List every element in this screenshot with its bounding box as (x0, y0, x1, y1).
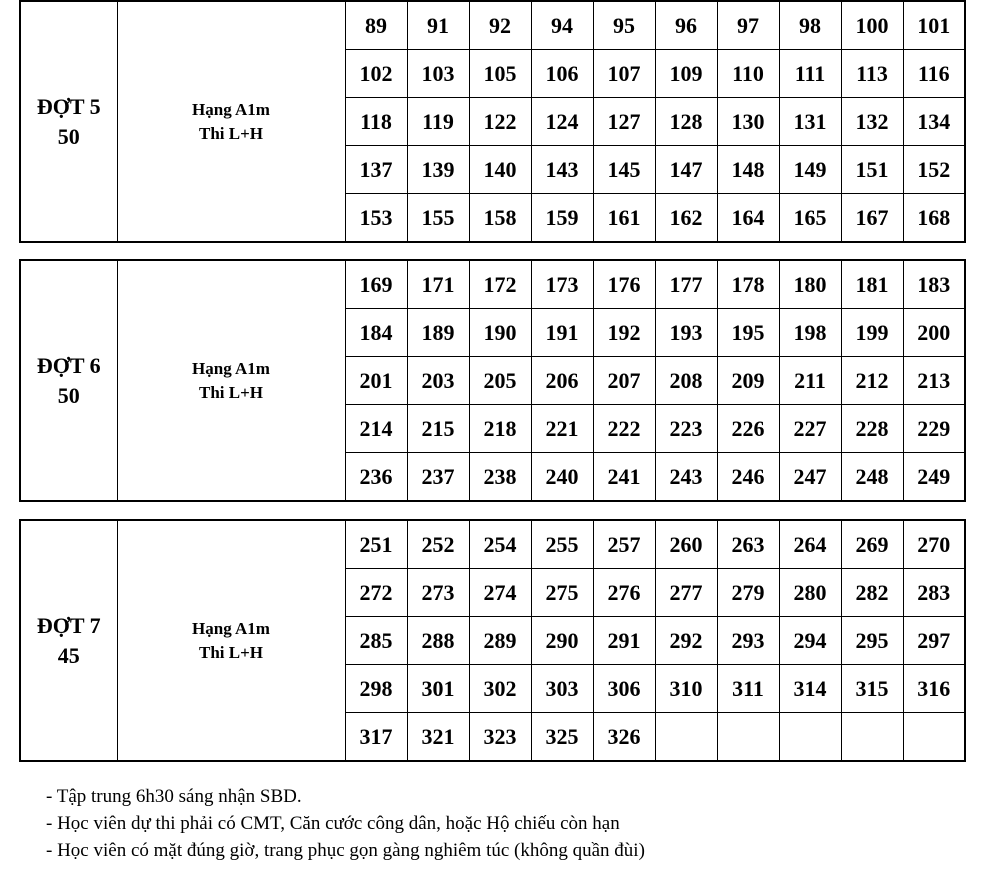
note-line: - Học viên dự thi phải có CMT, Căn cước công dân, hoặc Hộ chiếu còn hạn (46, 813, 620, 834)
candidate-number-cell: 89 (345, 1, 407, 50)
candidate-number-cell: 200 (903, 309, 965, 357)
candidate-number-cell: 116 (903, 50, 965, 98)
candidate-number-cell: 137 (345, 146, 407, 194)
candidate-number-cell: 158 (469, 194, 531, 243)
batch-cell (20, 1, 117, 242)
candidate-number-cell: 211 (779, 357, 841, 405)
candidate-number-cell: 274 (469, 569, 531, 617)
candidate-number-cell: 306 (593, 665, 655, 713)
candidate-number-cell: 227 (779, 405, 841, 453)
candidate-number-cell: 105 (469, 50, 531, 98)
candidate-number-cell: 326 (593, 713, 655, 762)
candidate-number-cell: 255 (531, 520, 593, 569)
candidate-number-cell: 247 (779, 453, 841, 502)
candidate-number-cell: 94 (531, 1, 593, 50)
candidate-number-cell: 248 (841, 453, 903, 502)
candidate-number-cell: 124 (531, 98, 593, 146)
candidate-number-cell: 263 (717, 520, 779, 569)
candidate-number-cell: 272 (345, 569, 407, 617)
candidate-number-cell: 190 (469, 309, 531, 357)
candidate-number-cell: 96 (655, 1, 717, 50)
candidate-number-cell: 173 (531, 260, 593, 309)
candidate-number-cell: 128 (655, 98, 717, 146)
candidate-number-cell: 198 (779, 309, 841, 357)
candidate-number-cell: 311 (717, 665, 779, 713)
candidate-number-cell: 132 (841, 98, 903, 146)
candidate-number-cell: 222 (593, 405, 655, 453)
note-line: - Học viên có mặt đúng giờ, trang phục gọn gàng nghiêm túc (không quần đùi) (46, 840, 645, 861)
candidate-number-cell: 127 (593, 98, 655, 146)
candidate-number-cell: 162 (655, 194, 717, 243)
candidate-number-cell (655, 713, 717, 762)
candidate-number-cell: 298 (345, 665, 407, 713)
candidate-number-cell: 177 (655, 260, 717, 309)
candidate-number-cell: 203 (407, 357, 469, 405)
candidate-number-cell: 215 (407, 405, 469, 453)
candidate-number-cell: 199 (841, 309, 903, 357)
candidate-number-cell: 221 (531, 405, 593, 453)
candidate-number-cell: 290 (531, 617, 593, 665)
candidate-number-cell: 292 (655, 617, 717, 665)
candidate-number-cell: 291 (593, 617, 655, 665)
candidate-number-cell: 314 (779, 665, 841, 713)
candidate-number-cell: 178 (717, 260, 779, 309)
notes-section (46, 783, 645, 864)
candidate-number-cell: 315 (841, 665, 903, 713)
batch-label: ĐỢT 6 (36, 352, 101, 378)
candidate-number-cell: 193 (655, 309, 717, 357)
candidate-number-cell: 321 (407, 713, 469, 762)
candidate-number-cell: 155 (407, 194, 469, 243)
candidate-number-cell: 153 (345, 194, 407, 243)
candidate-number-cell: 238 (469, 453, 531, 502)
candidate-number-cell: 195 (717, 309, 779, 357)
candidate-number-cell: 273 (407, 569, 469, 617)
candidate-number-cell: 214 (345, 405, 407, 453)
candidate-number-cell: 289 (469, 617, 531, 665)
candidate-number-cell: 109 (655, 50, 717, 98)
candidate-number-cell: 101 (903, 1, 965, 50)
candidate-number-cell: 111 (779, 50, 841, 98)
candidate-number-cell: 143 (531, 146, 593, 194)
candidate-number-cell: 164 (717, 194, 779, 243)
candidate-number-cell: 280 (779, 569, 841, 617)
candidate-number-cell: 240 (531, 453, 593, 502)
class-cell (117, 1, 345, 242)
batch-count: 50 (57, 123, 80, 149)
candidate-number-cell: 147 (655, 146, 717, 194)
batch-label: ĐỢT 7 (36, 612, 101, 638)
candidate-number-cell: 237 (407, 453, 469, 502)
candidate-number-cell: 269 (841, 520, 903, 569)
candidate-number-cell: 95 (593, 1, 655, 50)
note-line: - Tập trung 6h30 sáng nhận SBD. (46, 786, 302, 807)
candidate-number-cell: 325 (531, 713, 593, 762)
candidate-number-cell: 159 (531, 194, 593, 243)
class-cell (117, 520, 345, 761)
candidate-number-cell: 189 (407, 309, 469, 357)
license-class-label: Hạng A1m (192, 99, 270, 119)
candidate-number-cell: 169 (345, 260, 407, 309)
candidate-number-cell: 131 (779, 98, 841, 146)
candidate-number-cell: 295 (841, 617, 903, 665)
exam-type-label: Thi L+H (198, 382, 263, 402)
candidate-number-cell: 226 (717, 405, 779, 453)
candidate-number-cell: 192 (593, 309, 655, 357)
candidate-number-cell: 176 (593, 260, 655, 309)
license-class-label: Hạng A1m (192, 358, 270, 378)
candidate-number-cell: 180 (779, 260, 841, 309)
candidate-number-cell: 243 (655, 453, 717, 502)
candidate-number-cell: 151 (841, 146, 903, 194)
candidate-number-cell: 207 (593, 357, 655, 405)
class-cell (117, 260, 345, 501)
candidate-number-cell (903, 713, 965, 762)
candidate-number-cell: 228 (841, 405, 903, 453)
candidate-number-cell: 223 (655, 405, 717, 453)
candidate-number-cell: 148 (717, 146, 779, 194)
candidate-number-cell: 206 (531, 357, 593, 405)
candidate-number-cell: 107 (593, 50, 655, 98)
candidate-number-cell: 110 (717, 50, 779, 98)
exam-type-label: Thi L+H (198, 123, 263, 143)
candidate-number-cell: 317 (345, 713, 407, 762)
candidate-number-cell: 209 (717, 357, 779, 405)
candidate-number-cell: 113 (841, 50, 903, 98)
candidate-number-cell: 130 (717, 98, 779, 146)
candidate-number-cell: 294 (779, 617, 841, 665)
candidate-number-cell: 270 (903, 520, 965, 569)
candidate-number-cell: 254 (469, 520, 531, 569)
candidate-number-cell: 191 (531, 309, 593, 357)
candidate-number-cell: 168 (903, 194, 965, 243)
candidate-number-cell: 276 (593, 569, 655, 617)
candidate-number-cell: 102 (345, 50, 407, 98)
candidate-number-cell: 139 (407, 146, 469, 194)
candidate-number-cell: 208 (655, 357, 717, 405)
candidate-number-cell: 302 (469, 665, 531, 713)
schedule-table-dot-6 (19, 259, 966, 502)
candidate-number-cell: 213 (903, 357, 965, 405)
batch-count: 50 (57, 382, 80, 408)
candidate-number-cell: 293 (717, 617, 779, 665)
candidate-number-cell (841, 713, 903, 762)
candidate-number-cell: 297 (903, 617, 965, 665)
candidate-number-cell: 183 (903, 260, 965, 309)
candidate-number-cell: 285 (345, 617, 407, 665)
batch-label: ĐỢT 5 (36, 93, 101, 119)
candidate-number-cell: 91 (407, 1, 469, 50)
candidate-number-cell: 100 (841, 1, 903, 50)
candidate-number-cell: 118 (345, 98, 407, 146)
candidate-number-cell: 283 (903, 569, 965, 617)
candidate-number-cell: 145 (593, 146, 655, 194)
candidate-number-cell: 122 (469, 98, 531, 146)
candidate-number-cell: 277 (655, 569, 717, 617)
candidate-number-cell: 303 (531, 665, 593, 713)
candidate-number-cell: 140 (469, 146, 531, 194)
candidate-number-cell: 279 (717, 569, 779, 617)
candidate-number-cell: 167 (841, 194, 903, 243)
schedule-table-dot-7 (19, 519, 966, 762)
candidate-number-cell: 106 (531, 50, 593, 98)
candidate-number-cell: 205 (469, 357, 531, 405)
candidate-number-cell: 310 (655, 665, 717, 713)
candidate-number-cell: 97 (717, 1, 779, 50)
candidate-number-cell: 251 (345, 520, 407, 569)
candidate-number-cell: 236 (345, 453, 407, 502)
candidate-number-cell: 119 (407, 98, 469, 146)
candidate-number-cell: 201 (345, 357, 407, 405)
candidate-number-cell: 181 (841, 260, 903, 309)
candidate-number-cell: 257 (593, 520, 655, 569)
candidate-number-cell: 172 (469, 260, 531, 309)
candidate-number-cell: 134 (903, 98, 965, 146)
candidate-number-cell: 218 (469, 405, 531, 453)
candidate-number-cell: 184 (345, 309, 407, 357)
schedule-table-dot-5 (19, 0, 966, 243)
batch-cell (20, 520, 117, 761)
candidate-number-cell: 229 (903, 405, 965, 453)
candidate-number-cell (779, 713, 841, 762)
candidate-number-cell: 264 (779, 520, 841, 569)
candidate-number-cell: 161 (593, 194, 655, 243)
candidate-number-cell: 282 (841, 569, 903, 617)
candidate-number-cell: 149 (779, 146, 841, 194)
candidate-number-cell: 275 (531, 569, 593, 617)
candidate-number-cell: 260 (655, 520, 717, 569)
candidate-number-cell: 316 (903, 665, 965, 713)
candidate-number-cell: 323 (469, 713, 531, 762)
candidate-number-cell: 165 (779, 194, 841, 243)
license-class-label: Hạng A1m (192, 618, 270, 638)
exam-type-label: Thi L+H (198, 642, 263, 662)
batch-count: 45 (57, 642, 80, 668)
candidate-number-cell: 152 (903, 146, 965, 194)
batch-cell (20, 260, 117, 501)
candidate-number-cell: 246 (717, 453, 779, 502)
candidate-number-cell (717, 713, 779, 762)
candidate-number-cell: 92 (469, 1, 531, 50)
candidate-number-cell: 301 (407, 665, 469, 713)
candidate-number-cell: 103 (407, 50, 469, 98)
table-row (20, 260, 965, 309)
candidate-number-cell: 212 (841, 357, 903, 405)
table-row (20, 1, 965, 50)
candidate-number-cell: 252 (407, 520, 469, 569)
candidate-number-cell: 171 (407, 260, 469, 309)
candidate-number-cell: 98 (779, 1, 841, 50)
candidate-number-cell: 241 (593, 453, 655, 502)
table-row (20, 520, 965, 569)
candidate-number-cell: 288 (407, 617, 469, 665)
candidate-number-cell: 249 (903, 453, 965, 502)
